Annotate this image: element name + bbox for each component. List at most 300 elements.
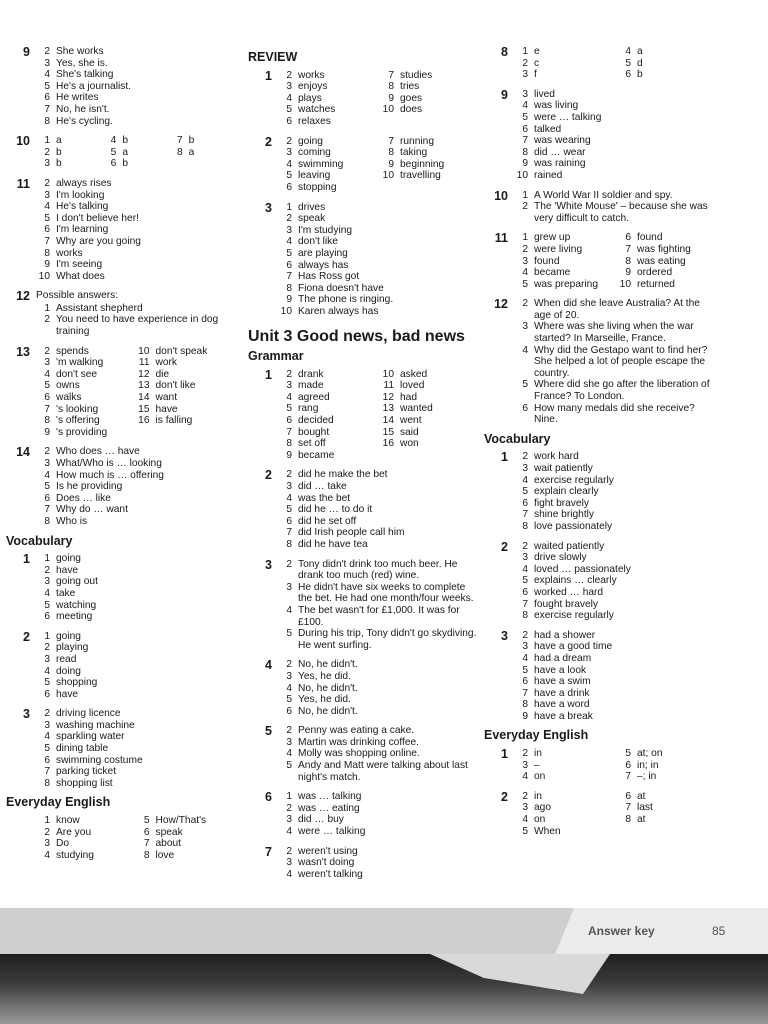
item-number: 6 (143, 826, 150, 838)
item-number: 12 (138, 368, 150, 380)
item-text: I'm seeing (56, 259, 103, 271)
answer-item (36, 446, 231, 458)
item-text: He didn't have six weeks to complete the bet. He had one month/four weeks. (298, 581, 474, 605)
item-number: 1 (286, 201, 292, 213)
answer-item (36, 314, 231, 337)
item-number: 8 (44, 115, 50, 127)
item-text: walks (56, 392, 82, 404)
item-number: 7 (625, 771, 631, 783)
item-text: Does … like (56, 492, 111, 504)
item-text: made (298, 380, 324, 392)
answer-item (169, 147, 231, 159)
answer-item (278, 260, 478, 272)
answer-item (278, 147, 376, 159)
exercise-number: 1 (23, 552, 30, 567)
footer-label: Answer key (588, 924, 655, 938)
item-text: e (534, 46, 540, 57)
item-text: loved (400, 380, 425, 392)
answer-item (514, 653, 716, 665)
item-number: 4 (625, 46, 631, 57)
item-text: was raining (534, 158, 586, 170)
item-text: talked (534, 123, 562, 135)
item-number: 3 (286, 147, 292, 159)
item-text: were … talking (298, 826, 366, 838)
answer-item (278, 694, 478, 706)
item-text: watches (298, 104, 336, 116)
item-text: about (155, 838, 181, 850)
item-number: 3 (44, 189, 50, 201)
exercise-number: 2 (501, 539, 508, 554)
item-number: 7 (44, 235, 50, 247)
exercise-row (6, 178, 231, 282)
answer-item (278, 493, 478, 505)
answer-item (36, 731, 231, 743)
exercise-body (514, 232, 716, 290)
answer-list (278, 136, 478, 194)
answer-item (380, 81, 478, 93)
exercise-row (248, 469, 478, 550)
answer-item (136, 415, 232, 427)
exercise-row (6, 815, 231, 861)
answer-item (36, 689, 231, 701)
item-number: 10 (382, 368, 394, 380)
answer-item (136, 346, 232, 358)
exercise-body (514, 541, 716, 622)
answer-item (278, 116, 376, 128)
answer-item (617, 244, 716, 256)
exercise (248, 559, 478, 652)
item-number: 9 (388, 92, 394, 104)
exercise (484, 451, 716, 532)
exercise-row (484, 46, 716, 81)
item-text: driving licence (56, 708, 121, 720)
item-number: 4 (286, 748, 292, 760)
footer-tab (555, 908, 768, 954)
exercise-number: 2 (23, 629, 30, 644)
item-number: 8 (388, 81, 394, 93)
answer-list (278, 791, 478, 837)
answer-item (278, 737, 478, 749)
exercise-number: 3 (501, 628, 508, 643)
item-number: 8 (176, 146, 183, 158)
item-text: fight bravely (534, 497, 589, 509)
answer-item (278, 527, 478, 539)
answer-item (514, 641, 716, 653)
item-number: 6 (286, 705, 292, 717)
item-number: 8 (522, 610, 528, 622)
item-text: He's a journalist. (56, 80, 131, 92)
item-text: Why are you going (56, 235, 141, 247)
item-text: He writes (56, 92, 99, 104)
item-number: 2 (522, 298, 528, 310)
section-heading: Grammar (248, 349, 304, 364)
item-text: b (188, 135, 195, 147)
answer-item (278, 415, 376, 427)
exercise (248, 659, 478, 717)
item-text: shine brightly (534, 509, 595, 521)
answer-item (514, 771, 613, 783)
item-text: rang (298, 403, 319, 415)
item-text: works (298, 69, 325, 81)
item-number: 5 (44, 599, 50, 611)
exercise (248, 136, 478, 194)
exercise-number: 5 (265, 724, 272, 739)
exercise (6, 178, 231, 282)
answer-item (36, 259, 231, 271)
exercise (484, 630, 716, 723)
answer-item (36, 611, 231, 623)
item-number: 2 (522, 790, 528, 802)
item-number: 3 (522, 641, 528, 653)
answer-list (278, 559, 478, 652)
answer-item (36, 850, 132, 862)
item-text: No, he isn't. (56, 103, 110, 115)
item-text: leaving (298, 170, 331, 182)
item-text: were living (534, 243, 583, 255)
answer-item (617, 46, 716, 58)
item-number: 8 (522, 146, 528, 158)
answer-item (36, 493, 231, 505)
answer-item (278, 516, 478, 528)
item-text: had (400, 391, 417, 403)
item-text: f (534, 69, 537, 81)
item-text: did … take (298, 481, 347, 492)
answer-item (36, 357, 132, 369)
item-text: did … buy (298, 814, 344, 826)
exercise-number: 3 (265, 557, 272, 572)
exercise-number: 4 (265, 658, 272, 673)
item-number: 2 (522, 201, 528, 213)
item-text: in (534, 790, 542, 802)
answer-item (278, 369, 376, 381)
answer-item (514, 826, 613, 838)
item-text: a (188, 146, 195, 158)
answer-item (36, 415, 132, 427)
item-number: 6 (44, 688, 50, 700)
item-text: Yes, he did. (298, 670, 351, 682)
item-number: 9 (625, 267, 631, 279)
item-number: 6 (522, 586, 528, 598)
item-text: How much is … offering (56, 469, 164, 481)
item-text: enjoys (298, 81, 328, 93)
item-number: 3 (522, 321, 528, 333)
answer-item (278, 427, 376, 439)
item-text: agreed (298, 391, 330, 403)
item-text: I'm learning (56, 224, 109, 236)
answer-list (36, 135, 231, 170)
item-number: 4 (522, 474, 528, 486)
item-number: 6 (286, 181, 292, 193)
answer-item (514, 244, 613, 256)
item-number: 4 (44, 587, 50, 599)
item-text: shopping (56, 677, 98, 689)
item-number: 2 (286, 845, 292, 857)
answer-item (514, 676, 716, 688)
exercise (484, 46, 716, 81)
item-number: 5 (286, 504, 292, 516)
answer-item (514, 279, 613, 291)
item-text: always has (298, 259, 349, 271)
exercise-row (484, 748, 716, 783)
exercise-number: 1 (501, 747, 508, 762)
item-number: 8 (44, 415, 50, 427)
exercise-body (278, 846, 478, 881)
exercise-number: 8 (501, 45, 508, 59)
item-number: 5 (522, 278, 528, 290)
exercise (248, 846, 478, 881)
item-number: 5 (143, 815, 150, 827)
item-number: 3 (522, 759, 528, 771)
item-number: 13 (382, 403, 394, 415)
item-number: 3 (522, 255, 528, 267)
item-number: 3 (44, 357, 50, 369)
exercise (6, 446, 231, 527)
answer-item (36, 271, 231, 283)
answer-item (514, 748, 613, 760)
answer-item (36, 642, 231, 654)
item-number: 5 (44, 743, 50, 755)
exercise-row (484, 791, 716, 837)
exercise (6, 553, 231, 623)
item-text: The phone is ringing. (298, 294, 394, 306)
item-number: 1 (44, 302, 50, 314)
answer-item (514, 267, 613, 279)
answer-item (36, 69, 231, 81)
item-text: b (637, 69, 643, 81)
answer-item (514, 699, 716, 711)
item-text: owns (56, 380, 80, 392)
item-number: 7 (286, 527, 292, 539)
answer-item (278, 170, 376, 182)
item-number: 4 (286, 868, 292, 880)
answer-item (514, 147, 716, 159)
answer-item (514, 451, 716, 463)
item-number: 4 (44, 469, 50, 481)
answer-item (278, 104, 376, 116)
item-text: in (534, 748, 542, 760)
answer-item (278, 683, 478, 695)
item-text: won (400, 438, 419, 450)
item-number: 2 (44, 446, 50, 458)
answer-list (514, 630, 716, 723)
exercise (6, 135, 231, 170)
item-number: 4 (286, 682, 292, 694)
item-number: 8 (388, 147, 394, 159)
exercise-body (278, 369, 478, 462)
item-text: Do (56, 838, 70, 850)
answer-item (380, 369, 478, 381)
item-number: 5 (625, 748, 631, 760)
item-text: in; in (637, 759, 659, 771)
answer-item (617, 256, 716, 268)
item-number: 8 (625, 255, 631, 267)
item-number: 8 (625, 814, 631, 826)
item-text: wanted (400, 403, 433, 415)
exercise-number: 3 (265, 200, 272, 215)
exercise-body (278, 136, 478, 194)
exercise-body (36, 815, 231, 861)
column-2 (248, 46, 478, 888)
answer-item (617, 232, 716, 244)
answer-item (136, 404, 232, 416)
item-number: 8 (44, 247, 50, 259)
answer-item (617, 69, 716, 81)
answer-item (36, 213, 231, 225)
item-text: You need to have experience in dog training (56, 314, 219, 338)
item-number: 8 (286, 438, 292, 450)
exercise-body (278, 559, 478, 652)
item-number: 5 (625, 57, 631, 69)
item-number: 7 (44, 766, 50, 778)
item-text: How many medals did she receive? Nine. (534, 402, 695, 426)
item-text: I'm studying (298, 224, 353, 236)
section-heading: REVIEW (248, 50, 298, 64)
answer-item (617, 748, 716, 760)
item-number: 7 (286, 426, 292, 438)
item-number: 2 (44, 177, 50, 189)
answer-item (278, 826, 478, 838)
item-number: 2 (44, 642, 50, 654)
exercise-body (278, 70, 478, 128)
column-1 (6, 46, 231, 869)
item-number: 4 (286, 492, 292, 504)
item-number: 6 (625, 69, 631, 81)
item-text: have a drink (534, 687, 590, 699)
item-text: going (56, 553, 81, 565)
item-text: was … eating (298, 802, 360, 814)
answer-item (36, 838, 132, 850)
answer-item (36, 92, 231, 104)
item-number: 4 (522, 771, 528, 783)
item-text: a (637, 46, 643, 57)
answer-list (514, 46, 716, 81)
answer-list (278, 70, 478, 128)
answer-item (278, 582, 478, 605)
item-text: explains … clearly (534, 575, 617, 587)
item-number: 3 (286, 224, 292, 236)
answer-item (278, 403, 376, 415)
item-text: did Irish people call him (298, 527, 405, 539)
item-number: 4 (522, 344, 528, 356)
item-text: Who is (56, 515, 88, 527)
item-number: 5 (44, 481, 50, 493)
item-number: 6 (522, 123, 528, 135)
answer-item (136, 815, 232, 827)
item-number: 15 (138, 403, 150, 415)
answer-item (278, 469, 478, 481)
item-text: When did she leave Australia? At the age of 20. (534, 298, 700, 321)
item-number: 10 (382, 170, 394, 182)
item-text: on (534, 814, 546, 826)
item-text: went (400, 415, 422, 427)
answer-item (36, 481, 231, 493)
item-text: worked … hard (534, 586, 604, 598)
item-number: 4 (286, 826, 292, 838)
answer-list (36, 46, 231, 127)
item-text: –; in (637, 771, 657, 783)
item-number: 10 (138, 345, 150, 357)
answer-item (36, 303, 231, 315)
answer-item (36, 576, 231, 588)
item-number: 7 (388, 69, 394, 81)
item-text: rained (534, 169, 563, 181)
exercise (248, 202, 478, 318)
answer-item (278, 392, 376, 404)
item-text: No, he didn't. (298, 682, 358, 694)
answer-list (278, 369, 478, 462)
item-number: 9 (522, 710, 528, 722)
exercise-body (514, 748, 716, 783)
item-number: 5 (286, 403, 292, 415)
answer-item (278, 159, 376, 171)
answer-item (380, 450, 478, 462)
item-text: I'm looking (56, 189, 105, 201)
item-text: Where did she go after the liberation of France? To London. (534, 379, 710, 403)
item-number: 6 (44, 92, 50, 104)
answer-item (278, 81, 376, 93)
exercise-body (514, 89, 716, 182)
item-number: 2 (286, 469, 292, 481)
answer-item (380, 438, 478, 450)
answer-item (136, 369, 232, 381)
item-text: 'm walking (56, 357, 104, 369)
exercise-body (278, 469, 478, 550)
answer-item (136, 850, 232, 862)
item-number: 2 (522, 451, 528, 463)
item-number: 2 (286, 725, 292, 737)
item-text: is falling (155, 415, 193, 427)
answer-item (380, 380, 478, 392)
item-text: had a dream (534, 652, 592, 664)
item-number: 4 (286, 92, 292, 104)
answer-item (514, 190, 716, 202)
answer-list (278, 202, 478, 318)
item-number: 2 (44, 46, 50, 57)
item-number: 2 (44, 708, 50, 720)
answer-item (617, 814, 716, 826)
item-text: I don't believe her! (56, 212, 139, 224)
exercise-number: 2 (501, 789, 508, 804)
item-number: 6 (110, 158, 117, 170)
item-number: 9 (286, 294, 292, 306)
item-number: 7 (286, 271, 292, 283)
answer-item (380, 403, 478, 415)
exercise (484, 190, 716, 225)
item-number: 2 (286, 213, 292, 225)
item-text: studies (400, 69, 433, 81)
answer-item (36, 470, 231, 482)
item-text: Is he providing (56, 481, 123, 493)
answer-item (278, 605, 478, 628)
item-text: She works (56, 46, 104, 57)
answer-item (169, 158, 231, 170)
item-number: 9 (44, 426, 50, 438)
answer-item (514, 170, 716, 182)
answer-item (514, 541, 716, 553)
item-text: going (56, 630, 81, 642)
item-number: 2 (44, 564, 50, 576)
exercise-row (484, 89, 716, 182)
answer-item (278, 283, 478, 295)
exercise-number: 10 (16, 134, 30, 149)
answer-item (36, 743, 231, 755)
item-text: doing (56, 665, 81, 677)
item-text: did … wear (534, 146, 586, 158)
item-text: work hard (534, 451, 579, 463)
item-number: 4 (522, 814, 528, 826)
item-text: a (56, 135, 62, 147)
answer-item (36, 516, 231, 528)
